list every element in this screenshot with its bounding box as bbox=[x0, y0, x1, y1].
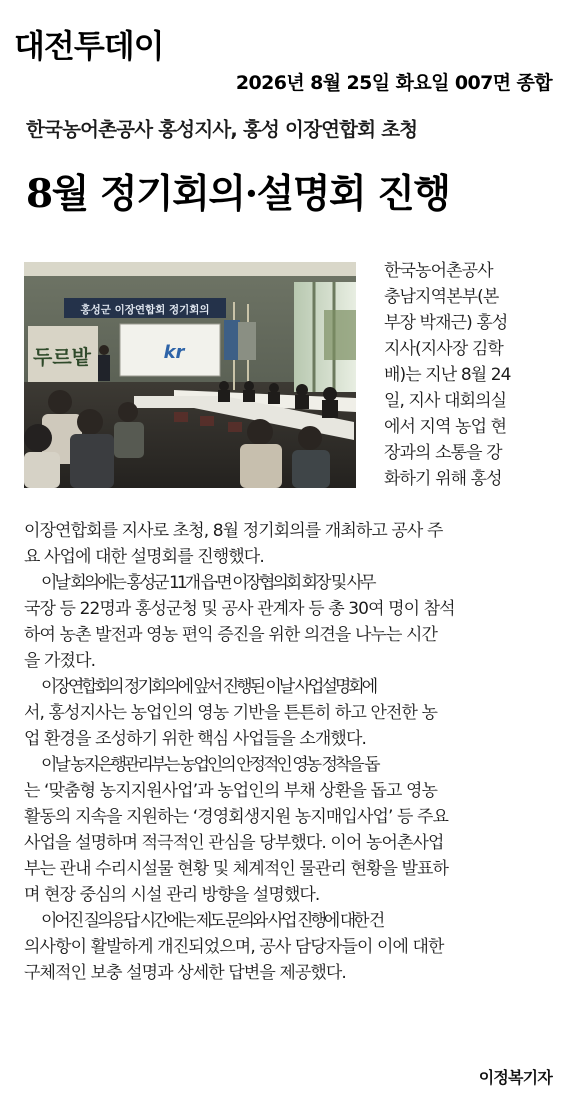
lead-text-line: 충남지역본부(본 bbox=[384, 287, 499, 307]
article-headline: 8월 정기회의·설명회 진행 bbox=[26, 171, 450, 217]
body-text-line: 사업을 설명하며 적극적인 관심을 당부했다. 이어 농어촌사업 bbox=[24, 833, 444, 853]
photo-screen-logo: kr bbox=[163, 342, 185, 363]
lead-text-line: 배)는 지난 8월 24 bbox=[384, 365, 511, 385]
body-text-line: 구체적인 보충 설명과 상세한 답변을 제공했다. bbox=[24, 963, 346, 983]
article-lead-column bbox=[384, 258, 554, 492]
lead-text-line: 화하기 위해 홍성 bbox=[384, 469, 502, 489]
photo-banner-text: 홍성군 이장연합회 정기회의 bbox=[80, 304, 210, 316]
lead-text-line: 지사(지사장 김학 bbox=[384, 339, 503, 359]
body-text-line: 는 ‘맞춤형 농지지원사업’과 농업인의 부채 상환을 돕고 영농 bbox=[24, 781, 438, 801]
body-text-line: 이날 회의에는 홍성군 11개 읍·면 이장협의회 회장 및 사무 bbox=[41, 573, 374, 593]
body-text-line: 서, 홍성지사는 농업인의 영농 기반을 튼튼히 하고 안전한 농 bbox=[24, 703, 438, 723]
body-text-line: 요 사업에 대한 설명회를 진행했다. bbox=[24, 547, 264, 567]
issue-dateline: 2026년 8월 25일 화요일 007면 종합 bbox=[235, 72, 552, 94]
lead-text-line: 한국농어촌공사 bbox=[384, 261, 493, 281]
lead-text-line: 에서 지역 농업 현 bbox=[384, 417, 507, 437]
body-text-line: 이어진 질의응답 시간에는 제도 문의와 사업 진행에 대한 건 bbox=[41, 911, 383, 931]
body-text-line: 하여 농촌 발전과 영농 편익 증진을 위한 의견을 나누는 시간 bbox=[24, 625, 438, 645]
lead-text-line: 장과의 소통을 강 bbox=[384, 443, 502, 463]
body-text-line: 부는 관내 수리시설물 현황 및 체계적인 물관리 현황을 발표하 bbox=[24, 859, 449, 879]
lead-text-line: 일, 지사 대회의실 bbox=[384, 391, 507, 411]
body-text-line: 국장 등 22명과 홍성군청 및 공사 관계자 등 총 30여 명이 참석 bbox=[24, 599, 455, 619]
lead-text-line: 부장 박재근) 홍성 bbox=[384, 313, 508, 333]
body-text-line: 이장연합회를 지사로 초청, 8월 정기회의를 개최하고 공사 주 bbox=[24, 521, 443, 541]
body-text-line: 며 현장 중심의 시설 관리 방향을 설명했다. bbox=[24, 885, 320, 905]
body-text-line: 이장연합회의 정기회의에 앞서 진행된 이날 사업설명회에 bbox=[41, 677, 376, 697]
photo-sign-text: 두르밭 bbox=[33, 345, 91, 369]
article-photo bbox=[24, 262, 356, 488]
body-text-line: 업 환경을 조성하기 위한 핵심 사업들을 소개했다. bbox=[24, 729, 366, 749]
article-byline: 이정복기자 bbox=[478, 1068, 552, 1087]
body-text-line: 을 가졌다. bbox=[24, 651, 96, 671]
article-body bbox=[24, 518, 556, 986]
body-text-line: 이날 농지은행관리부는 농업인의 안정적인 영농 정착을 돕 bbox=[41, 755, 378, 775]
meeting-photo-illustration bbox=[24, 262, 356, 488]
body-text-line: 의사항이 활발하게 개진되었으며, 공사 담당자들이 이에 대한 bbox=[24, 937, 444, 957]
article-subtitle: 한국농어촌공사 홍성지사, 홍성 이장연합회 초청 bbox=[26, 118, 418, 141]
body-text-line: 활동의 지속을 지원하는 ‘경영회생지원 농지매입사업’ 등 주요 bbox=[24, 807, 449, 827]
newspaper-masthead: 대전투데이 bbox=[14, 27, 164, 65]
